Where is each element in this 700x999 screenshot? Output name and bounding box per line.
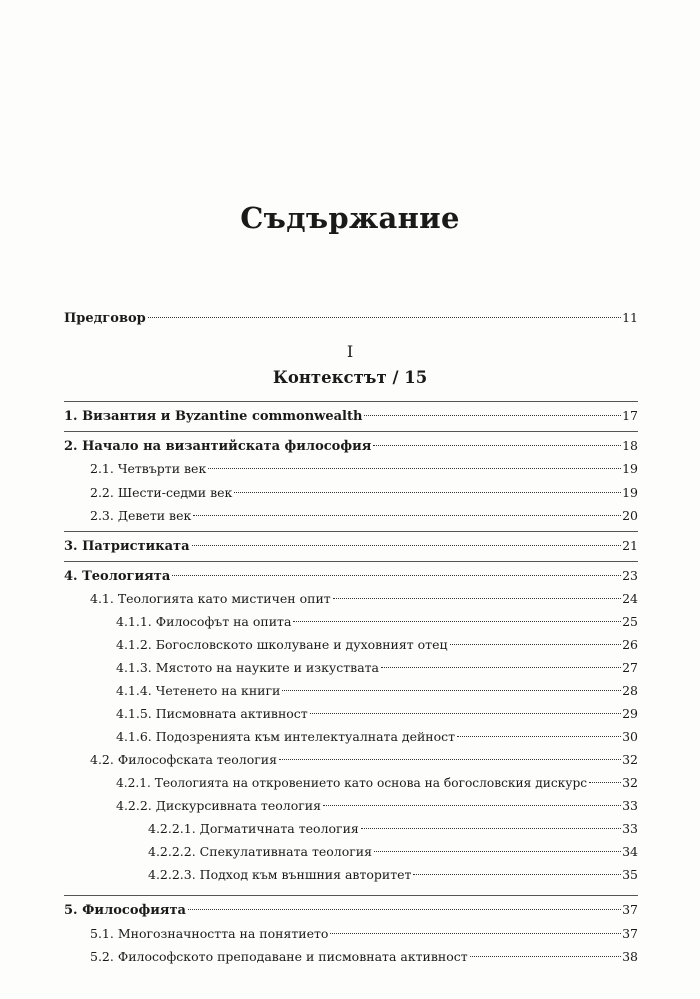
dot-leader [589,782,621,783]
entry-label: 5.1. Многозначността на понятието [90,926,329,941]
separator-line [64,431,638,432]
entry-label: Предговор [64,311,146,326]
entry-label: 4.2.2.1. Догматичната теология [148,821,359,836]
entry-label: 4.1.5. Писмовната активност [116,706,308,721]
entry-label: 4.2.2.2. Спекулативната теология [148,844,373,859]
dot-leader [148,317,621,318]
toc-entry[interactable] [116,681,638,701]
part-numeral: I [346,342,354,361]
entry-label: 4.1.4. Четенето на книги [116,683,281,698]
entry-label: 1. Византия и Byzantine commonwealth [64,409,363,424]
entry-page: 29 [622,706,638,721]
entry-label: 4.2. Философската теология [90,752,277,767]
separator-line [64,561,638,562]
entry-label: 4.1. Теологията като мистичен опит [90,591,331,606]
separator-line [64,895,638,896]
entry-label: 4.1.6. Подозренията към интелектуалната дейност [116,729,456,744]
dot-leader [188,909,621,910]
page-title: Съдържание [240,201,460,235]
entry-label: 4.1.2. Богословското школуване и духовният отец [116,637,448,652]
entry-label: 4.2.2. Дискурсивната теология [116,798,321,813]
toc-entry[interactable] [90,924,638,944]
dot-leader [333,598,621,599]
toc-entry[interactable] [64,406,638,426]
dot-leader [279,759,621,760]
separator-line [64,531,638,532]
entry-label: 2.3. Девети век [90,508,192,523]
toc-entry[interactable] [90,506,638,526]
entry-label: 4.1.1. Философът на опита [116,614,292,629]
dot-leader [450,644,622,645]
entry-label: 4. Теологията [64,569,171,584]
dot-leader [364,415,621,416]
toc-entry[interactable] [148,842,638,862]
toc-entry[interactable] [116,727,638,747]
toc-entry[interactable] [90,589,638,609]
entry-page: 11 [622,310,638,325]
dot-leader [208,468,621,469]
toc-entry[interactable] [116,773,638,793]
dot-leader [381,667,621,668]
entry-label: 5.2. Философското преподаване и писмовната активност [90,949,468,964]
entry-page: 30 [622,729,638,744]
entry-page: 23 [622,568,638,583]
entry-page: 34 [622,844,638,859]
dot-leader [361,828,621,829]
entry-page: 33 [622,798,638,813]
dot-leader [193,515,621,516]
entry-label: 4.2.1. Теологията на откровението като основа на богословския дискурс [116,776,588,790]
entry-label: 4.1.3. Мястото на науките и изкуствата [116,660,380,675]
toc-entry[interactable] [148,865,638,885]
toc-entry-preface[interactable] [64,308,638,328]
toc-entry[interactable] [116,796,638,816]
toc-entry[interactable] [148,819,638,839]
toc-entry[interactable] [90,459,638,479]
entry-page: 28 [622,683,638,698]
toc-entry[interactable] [64,436,638,456]
toc-entry[interactable] [116,635,638,655]
dot-leader [413,874,621,875]
entry-page: 17 [622,408,638,423]
entry-label: 2.2. Шести-седми век [90,485,233,500]
dot-leader [192,545,622,546]
dot-leader [293,621,621,622]
entry-page: 27 [622,660,638,675]
dot-leader [323,805,621,806]
toc-entry[interactable] [90,483,638,503]
toc-entry[interactable] [116,658,638,678]
entry-page: 24 [622,591,638,606]
entry-page: 37 [622,902,638,917]
toc-entry[interactable] [116,612,638,632]
entry-page: 37 [622,926,638,941]
entry-page: 19 [622,461,638,476]
entry-label: 2.1. Четвърти век [90,461,207,476]
entry-label: 5. Философията [64,903,186,918]
entry-label: 2. Начало на византийската философия [64,439,372,454]
toc-entry[interactable] [64,536,638,556]
dot-leader [282,690,621,691]
dot-leader [457,736,621,737]
entry-page: 19 [622,485,638,500]
entry-page: 32 [622,775,638,790]
toc-entry[interactable] [64,900,638,920]
entry-page: 38 [622,949,638,964]
toc-entry[interactable] [90,947,638,967]
entry-page: 26 [622,637,638,652]
dot-leader [172,575,621,576]
entry-page: 35 [622,867,638,882]
entry-page: 20 [622,508,638,523]
entry-page: 21 [622,538,638,553]
dot-leader [470,956,621,957]
toc-entry[interactable] [90,750,638,770]
part-title: Контекстът / 15 [272,368,428,387]
dot-leader [234,492,621,493]
dot-leader [374,851,621,852]
entry-label: 4.2.2.3. Подход към външния авторитет [148,867,412,882]
entry-page: 25 [622,614,638,629]
dot-leader [373,445,621,446]
entry-page: 33 [622,821,638,836]
toc-entry[interactable] [116,704,638,724]
toc-entry[interactable] [64,566,638,586]
separator-line [64,401,638,402]
dot-leader [330,933,621,934]
entry-page: 18 [622,438,638,453]
dot-leader [310,713,621,714]
entry-page: 32 [622,752,638,767]
entry-label: 3. Патристиката [64,539,190,554]
